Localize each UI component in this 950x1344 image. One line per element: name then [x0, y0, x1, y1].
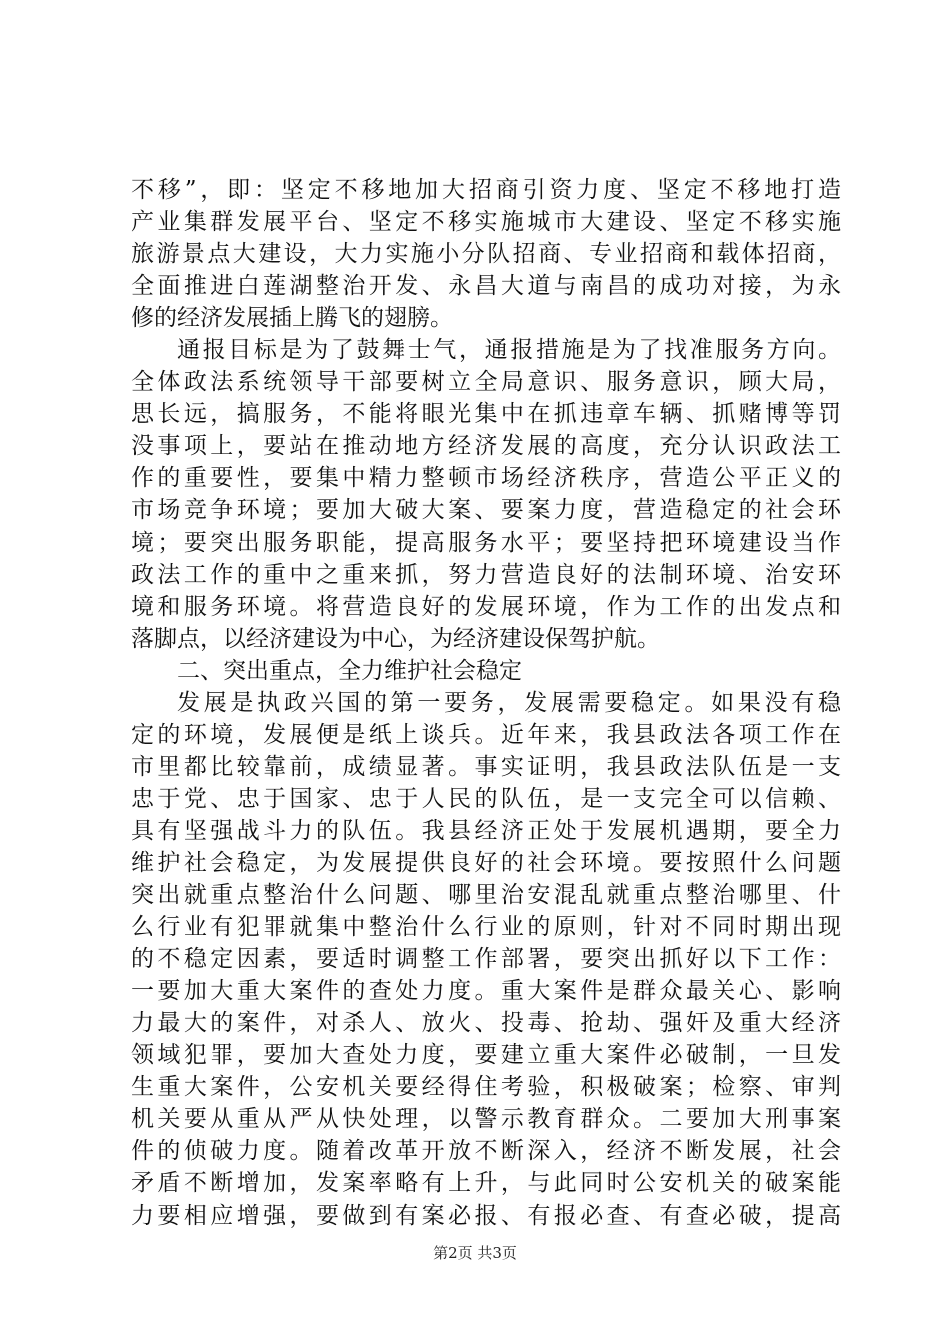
- text-line: 没事项上，要站在推动地方经济发展的高度，充分认识政法工: [131, 433, 841, 460]
- text-line: 作的重要性，要集中精力整顿市场经济秩序，营造公平正义的: [131, 465, 841, 492]
- text-line: 一要加大重大案件的查处力度。重大案件是群众最关心、影响: [131, 978, 841, 1005]
- text-line: 领域犯罪，要加大查处力度，要建立重大案件必破制，一旦发: [131, 1042, 841, 1069]
- text-line: 境和服务环境。将营造良好的发展环境，作为工作的出发点和: [131, 593, 841, 620]
- text-line: 力要相应增强，要做到有案必报、有报必查、有查必破，提高: [131, 1202, 841, 1229]
- text-line: 不移”，即：坚定不移地加大招商引资力度、坚定不移地打造: [131, 177, 841, 203]
- text-line: 全面推进白莲湖整治开发、永昌大道与南昌的成功对接，为永: [131, 273, 841, 300]
- text-line: 突出就重点整治什么问题、哪里治安混乱就重点整治哪里、什: [131, 882, 841, 909]
- text-line: 具有坚强战斗力的队伍。我县经济正处于发展机遇期，要全力: [131, 817, 841, 844]
- text-line: 市场竞争环境；要加大破大案、要案力度，营造稳定的社会环: [131, 497, 841, 524]
- text-line: 旅游景点大建设，大力实施小分队招商、专业招商和载体招商，: [131, 241, 841, 268]
- paragraph-first-line: 通报目标是为了鼓舞士气，通报措施是为了找准服务方向。: [177, 337, 841, 364]
- section-heading: 二、突出重点，全力维护社会稳定: [177, 657, 522, 684]
- text-line: 维护社会稳定，为发展提供良好的社会环境。要按照什么问题: [131, 849, 841, 876]
- text-line: 矛盾不断增加，发案率略有上升，与此同时公安机关的破案能: [131, 1170, 841, 1197]
- page-number: 第2页 共3页: [433, 1244, 517, 1262]
- text-line: 政法工作的重中之重来抓，努力营造良好的法制环境、治安环: [131, 561, 841, 588]
- text-line: 修的经济发展插上腾飞的翅膀。: [131, 305, 453, 332]
- text-line: 全体政法系统领导干部要树立全局意识、服务意识，顾大局，: [131, 369, 841, 396]
- text-line: 落脚点，以经济建设为中心，为经济建设保驾护航。: [131, 625, 660, 652]
- document-body: [131, 174, 841, 1232]
- text-line: 忠于党、忠于国家、忠于人民的队伍，是一支完全可以信赖、: [131, 785, 841, 812]
- text-line: 定的环境，发展便是纸上谈兵。近年来，我县政法各项工作在: [131, 721, 841, 748]
- text-line: 么行业有犯罪就集中整治什么行业的原则，针对不同时期出现: [131, 914, 841, 941]
- text-line: 境；要突出服务职能，提高服务水平；要坚持把环境建设当作: [131, 529, 841, 556]
- text-line: 市里都比较靠前，成绩显著。事实证明，我县政法队伍是一支: [131, 753, 841, 780]
- text-line: 的不稳定因素，要适时调整工作部署，要突出抓好以下工作：: [131, 946, 841, 973]
- paragraph-first-line: 发展是执政兴国的第一要务，发展需要稳定。如果没有稳: [177, 689, 841, 716]
- text-line: 生重大案件，公安机关要经得住考验，积极破案；检察、审判: [131, 1074, 841, 1101]
- text-line: 力最大的案件，对杀人、放火、投毒、抢劫、强奸及重大经济: [131, 1010, 841, 1037]
- text-line: 机关要从重从严从快处理，以警示教育群众。二要加大刑事案: [131, 1106, 841, 1133]
- text-line: 产业集群发展平台、坚定不移实施城市大建设、坚定不移实施: [131, 209, 841, 236]
- text-line: 件的侦破力度。随着改革开放不断深入，经济不断发展，社会: [131, 1138, 841, 1165]
- text-line: 思长远，搞服务，不能将眼光集中在抓违章车辆、抓赌博等罚: [131, 401, 841, 428]
